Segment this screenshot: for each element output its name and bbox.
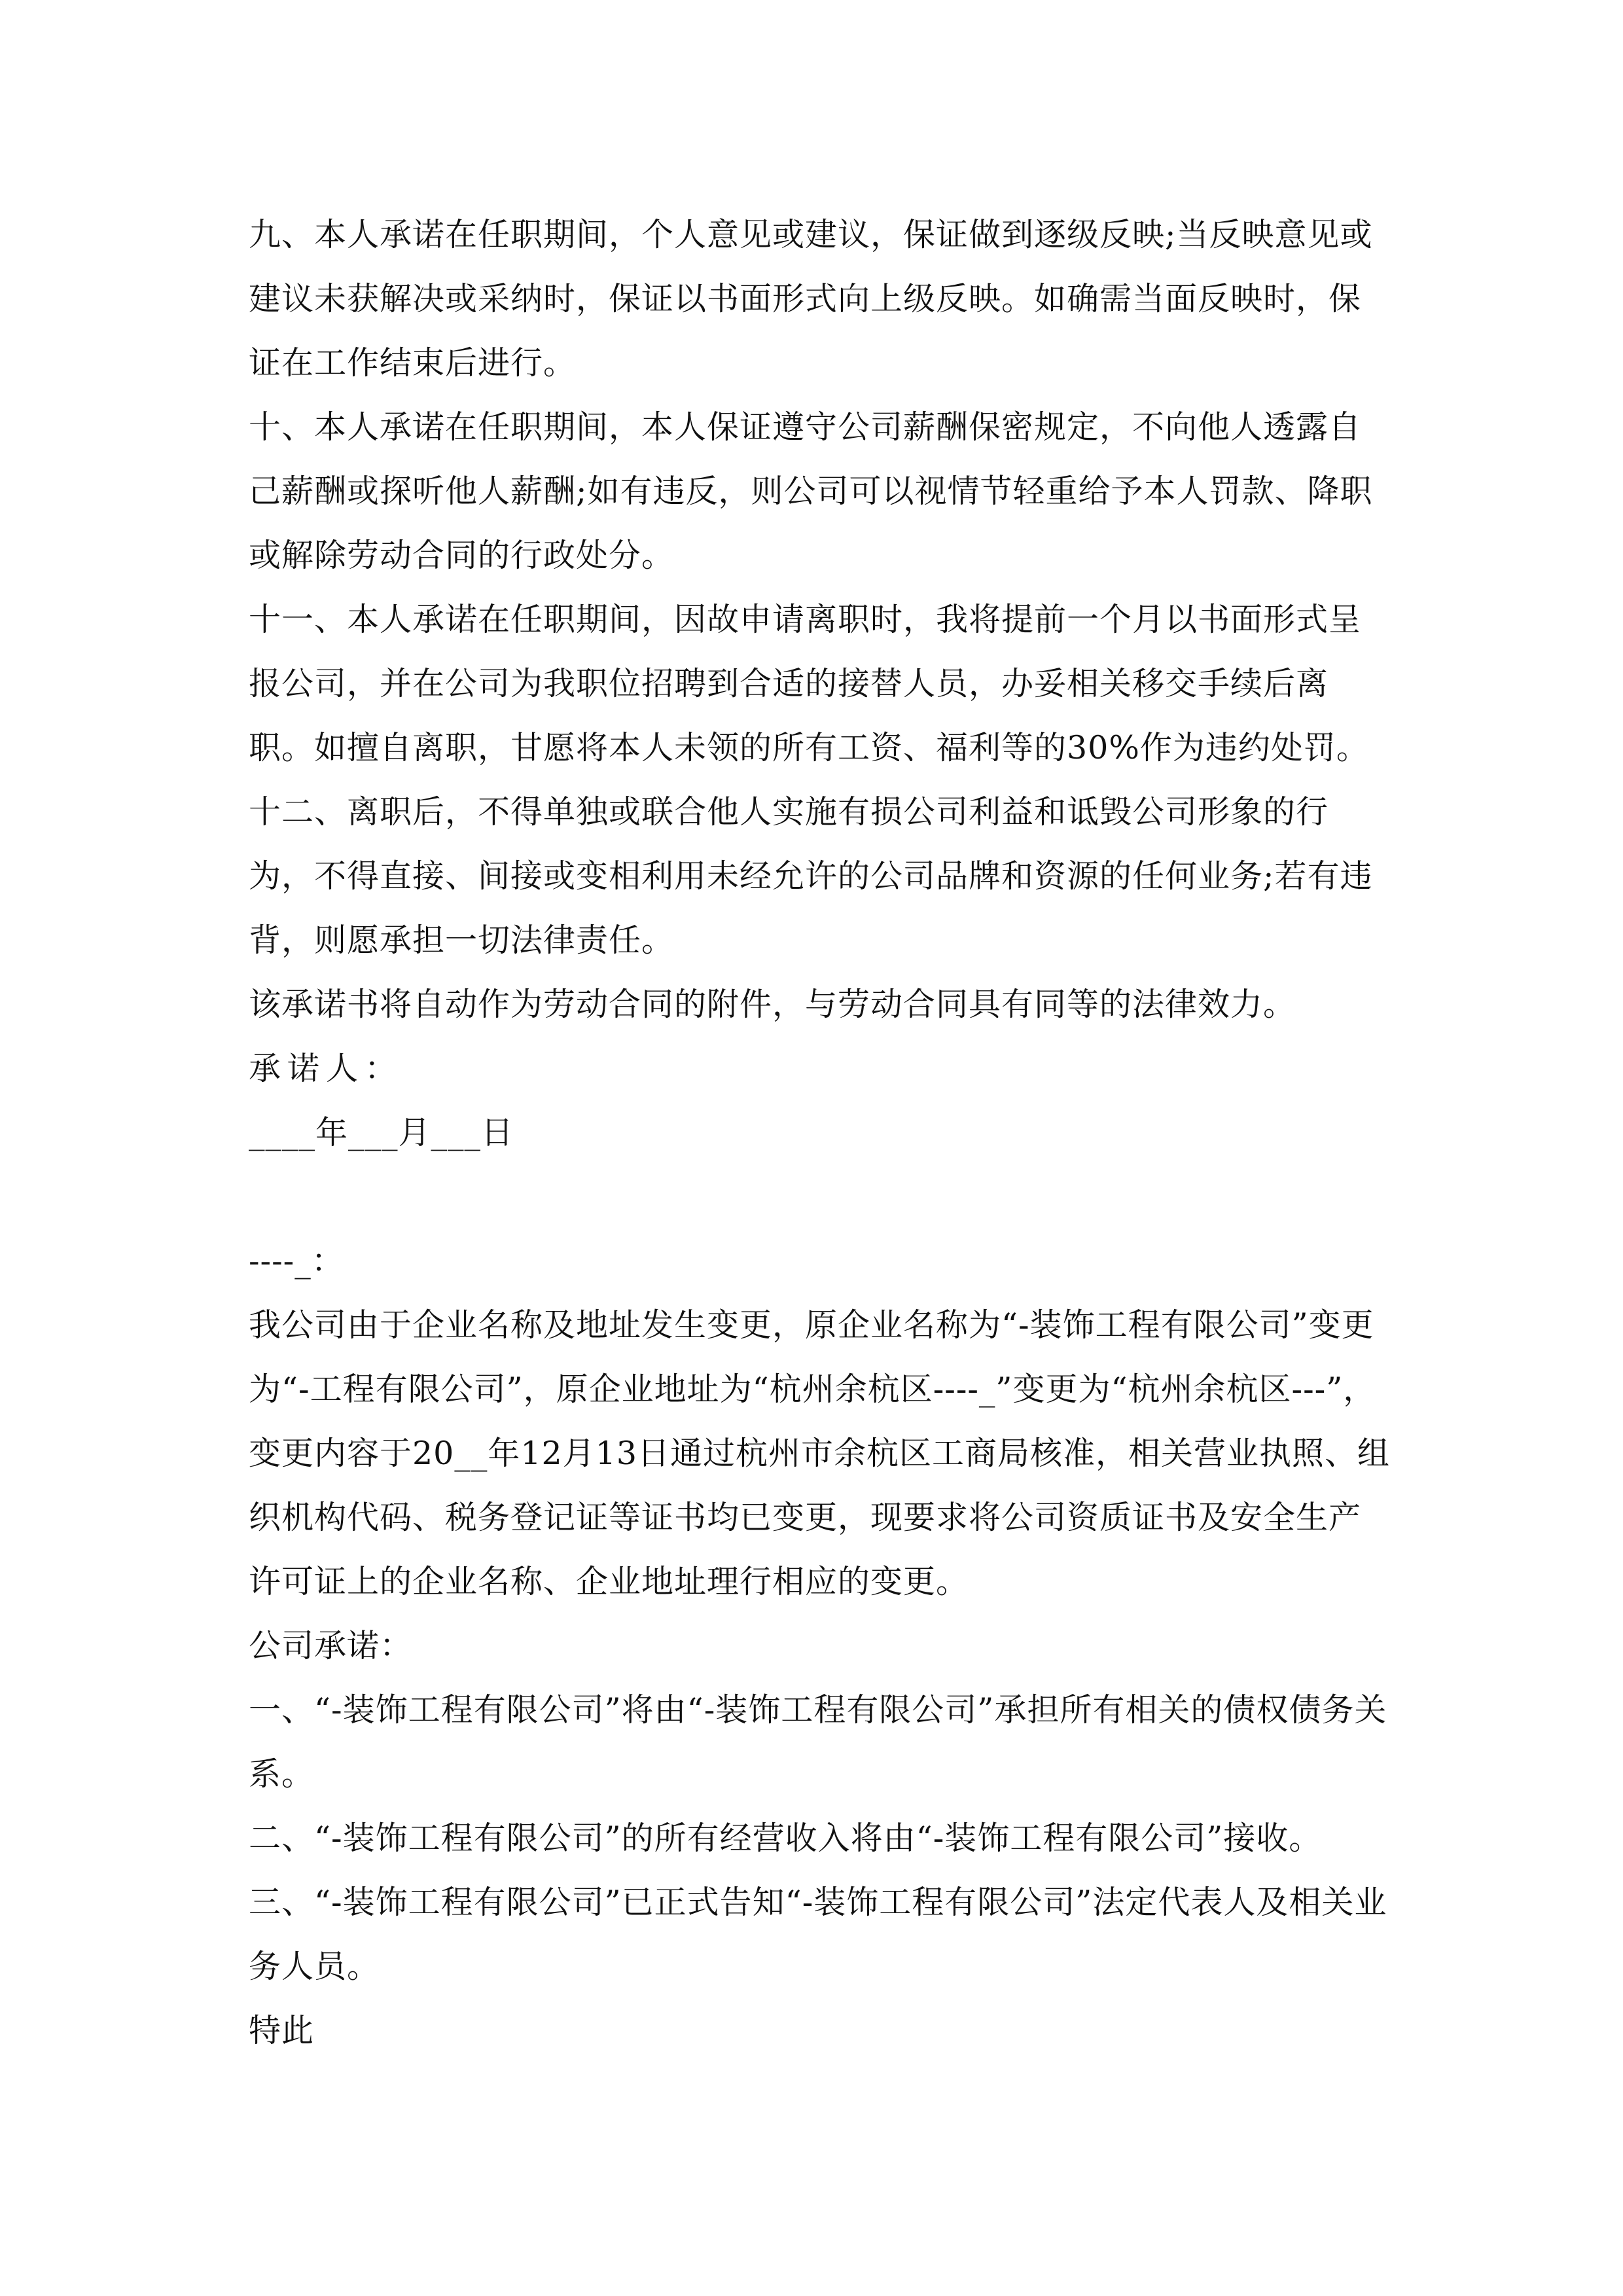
clause-eleven: 十一、本人承诺在任职期间，因故申请离职时，我将提前一个月以书面形式呈报公司，并在公司为我职位招聘到合适的接替人员，办妥相关移交手续后离职。如擅自离职，甘愿将本人未领的所有工资、福利等的30%作为违约处罚。 (249, 601, 1369, 766)
clause-ten: 十、本人承诺在任职期间，本人保证遵守公司薪酬保密规定，不向他人透露自己薪酬或探听他人薪酬;如有违反，则公司可以视情节轻重给予本人罚款、降职或解除劳动合同的行政处分。 (249, 408, 1373, 574)
closing-text: 特此 (249, 2012, 315, 2049)
clause-nine: 九、本人承诺在任职期间，个人意见或建议，保证做到逐级反映;当反映意见或建议未获解决或采纳时，保证以书面形式向上级反映。如确需当面反映时，保证在工作结束后进行。 (249, 216, 1373, 382)
change-notice-intro: 我公司由于企业名称及地址发生变更，原企业名称为“-装饰工程有限公司”变更为“-工程有限公司”，原企业地址为“杭州余杭区----_”变更为“杭州余杭区---”，变更内容于20__年12月13日通过杭州市余杭区工商局核准，相关营业执照、组织机构代码、税务登记证等证书均已变更，现要求将公司资质证书及安全生产许可证上的企业名称、企业地址理行相应的变更。 (249, 1306, 1391, 1600)
section-spacer (249, 1165, 1391, 1229)
commitment-three: 三、“-装饰工程有限公司”已正式告知“-装饰工程有限公司”法定代表人及相关业务人员。 (249, 1884, 1387, 1985)
signer-label: 承诺人： (249, 1050, 404, 1087)
clause-twelve: 十二、离职后，不得单独或联合他人实施有损公司利益和诋毁公司形象的行为，不得直接、间接或变相利用未经允许的公司品牌和资源的任何业务;若有违背，则愿承担一切法律责任。 (249, 793, 1373, 959)
commitment-heading: 公司承诺： (249, 1627, 413, 1664)
salutation: ----_： (249, 1242, 344, 1280)
attachment-note: 该承诺书将自动作为劳动合同的附件，与劳动合同具有同等的法律效力。 (249, 986, 1296, 1023)
commitment-two: 二、“-装饰工程有限公司”的所有经营收入将由“-装饰工程有限公司”接收。 (249, 1820, 1322, 1857)
date-line: ____年___月___日 (249, 1114, 514, 1151)
commitment-one: 一、“-装饰工程有限公司”将由“-装饰工程有限公司”承担所有相关的债权债务关系。 (249, 1691, 1387, 1793)
document-body (249, 203, 1391, 2063)
